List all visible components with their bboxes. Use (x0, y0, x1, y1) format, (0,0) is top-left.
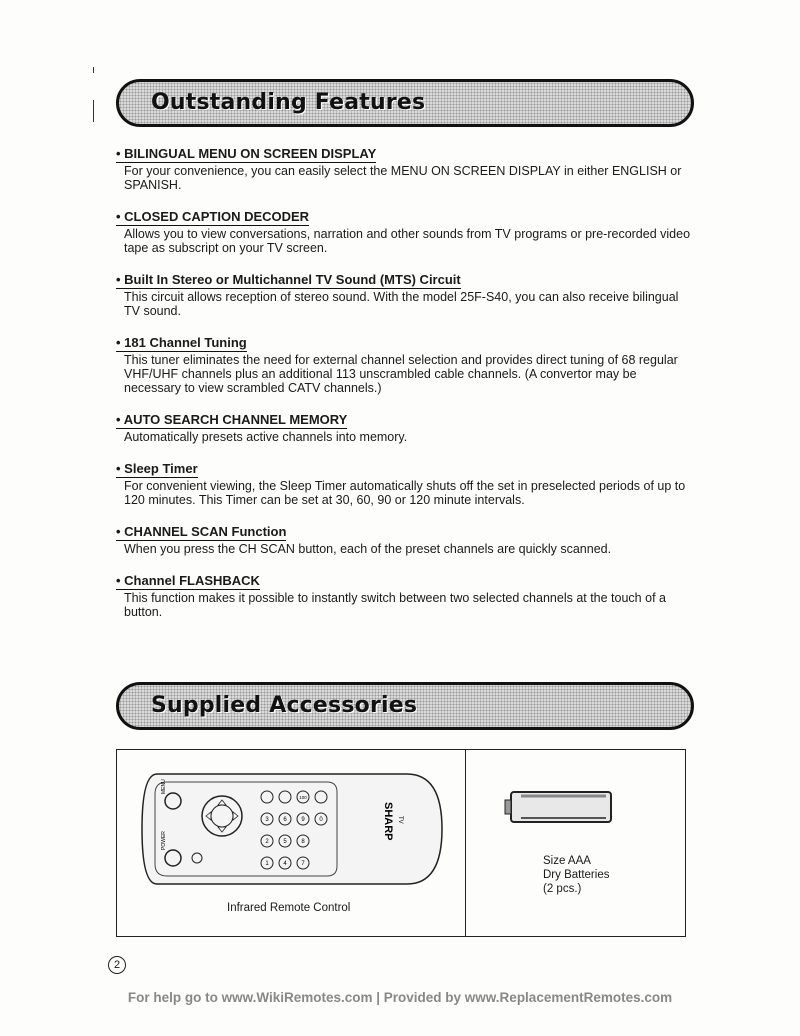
feature-item (114, 572, 694, 619)
remote-key-3: 3 (265, 817, 269, 823)
remote-key-4: 4 (283, 861, 287, 867)
battery-caption: Size AAA Dry Batteries (2 pcs.) (543, 855, 610, 895)
feature-title: • AUTO SEARCH CHANNEL MEMORY (116, 412, 347, 429)
feature-item (114, 523, 694, 556)
feature-description: For convenient viewing, the Sleep Timer automatically shuts off the set in preselected periods of up to 120 minutes. This Timer can be set at 30, 60, 90 or 120 minute intervals. (124, 479, 686, 507)
remote-brand-sub: TV (397, 816, 403, 824)
remote-control-illustration (137, 764, 447, 894)
features-list (114, 145, 694, 635)
margin-mark (93, 100, 94, 122)
feature-description: Allows you to view conversations, narration and other sounds from TV programs or pre-recorded video tape as subscript on your TV screen. (124, 227, 691, 255)
footer-credit: For help go to www.WikiRemotes.com | Provided by www.ReplacementRemotes.com (127, 990, 673, 1005)
remote-key-1: 1 (265, 861, 269, 867)
divider (465, 750, 466, 936)
feature-title: • BILINGUAL MENU ON SCREEN DISPLAY (116, 146, 376, 163)
feature-title: • 181 Channel Tuning (116, 335, 247, 352)
feature-title: • CHANNEL SCAN Function (116, 524, 286, 541)
feature-title: • Channel FLASHBACK (116, 573, 260, 590)
feature-description: For your convenience, you can easily select the MENU ON SCREEN DISPLAY in either ENGLISH or SPANISH. (124, 164, 682, 192)
feature-title: • CLOSED CAPTION DECODER (116, 209, 309, 226)
feature-item (114, 460, 694, 507)
remote-caption: Infrared Remote Control (227, 902, 351, 914)
features-heading: Outstanding Features (151, 90, 426, 115)
remote-key-2: 2 (265, 839, 269, 845)
remote-key-8: 8 (301, 839, 305, 845)
feature-title: • Sleep Timer (116, 461, 198, 478)
remote-key-6: 6 (283, 817, 287, 823)
features-banner (116, 79, 694, 127)
feature-description: Automatically presets active channels into memory. (124, 430, 408, 444)
feature-description: When you press the CH SCAN button, each of the preset channels are quickly scanned. (124, 542, 612, 556)
feature-item (114, 208, 694, 255)
accessories-banner (116, 682, 694, 730)
feature-item (114, 145, 694, 192)
feature-item (114, 334, 694, 395)
remote-key-7: 7 (301, 861, 305, 867)
power-label: POWER (161, 831, 167, 850)
accessories-heading: Supplied Accessories (151, 693, 418, 718)
accessories-box (116, 749, 686, 937)
battery-illustration (501, 788, 621, 828)
feature-item (114, 411, 694, 444)
feature-item (114, 271, 694, 318)
remote-key-0: 0 (319, 817, 323, 823)
feature-description: This function makes it possible to instantly switch between two selected channels at the touch of a button. (124, 591, 666, 619)
feature-title: • Built In Stereo or Multichannel TV Sound (MTS) Circuit (116, 272, 461, 289)
feature-description: This tuner eliminates the need for external channel selection and provides direct tuning of 68 regular VHF/UHF channels plus an additional 113 unscrambled cable channels. (A convertor may be necessary to view scrambled CATV channels.) (124, 353, 678, 395)
remote-key-100: 100 (299, 795, 307, 800)
margin-mark (93, 67, 94, 73)
remote-brand: SHARP (382, 802, 394, 841)
page-number: 2 (108, 956, 126, 974)
menu-label: MENU (161, 779, 167, 794)
remote-key-5: 5 (283, 839, 287, 845)
remote-key-9: 9 (301, 817, 305, 823)
feature-description: This circuit allows reception of stereo sound. With the model 25F-S40, you can also receive bilingual TV sound. (124, 290, 679, 318)
